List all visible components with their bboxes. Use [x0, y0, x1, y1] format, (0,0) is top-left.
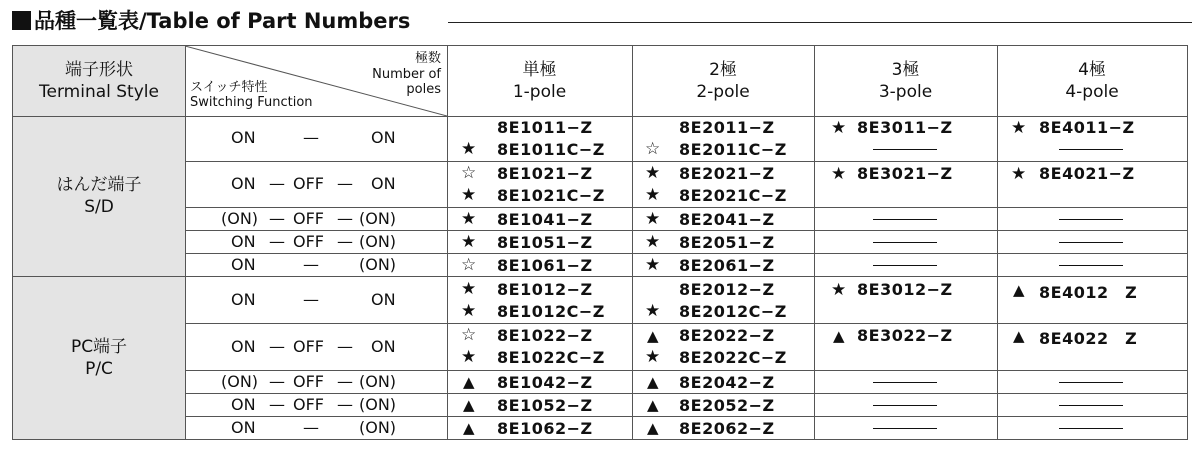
col3-ja: 3極: [891, 60, 920, 80]
part-number: 8E1062−Z: [497, 419, 593, 438]
sw-on: ON: [371, 290, 396, 309]
sw-on: ON: [231, 337, 256, 356]
sw-off: OFF: [293, 209, 324, 228]
hline-sd3: [185, 230, 1187, 231]
dash-line: [873, 405, 937, 406]
sw-dash: —: [269, 209, 285, 228]
part-number: 8E1011C−Z: [497, 140, 605, 159]
star-icon: ★: [461, 232, 477, 252]
part-number: 8E3012−Z: [857, 280, 953, 299]
col-header-2pole: [632, 46, 814, 116]
star-icon: ★: [645, 163, 661, 183]
poles-ja: 極数: [414, 51, 441, 66]
sw-on: ON: [231, 290, 256, 309]
poles-en2: poles: [406, 82, 441, 97]
triangle-icon: ▲: [833, 327, 845, 345]
part-number: 8E1012C−Z: [497, 302, 605, 321]
triangle-icon: ▲: [463, 419, 475, 437]
sw-off: OFF: [293, 395, 324, 414]
star-icon: ★: [645, 255, 661, 275]
star-icon: ★: [645, 209, 661, 229]
dash-line: [873, 428, 937, 429]
part-number: 8E2011−Z: [679, 118, 775, 137]
hline-sd4: [185, 253, 1187, 254]
part-number: 8E3021−Z: [857, 164, 953, 183]
part-number: 8E1021−Z: [497, 164, 593, 183]
triangle-icon: ▲: [647, 327, 659, 345]
sw-off: OFF: [293, 174, 324, 193]
sw-mon: (ON): [359, 232, 397, 251]
vline-2: [447, 46, 448, 439]
open-star-icon: ☆: [461, 255, 477, 275]
vline-5: [997, 46, 998, 439]
group-pc-en: P/C: [85, 358, 113, 379]
part-number: 8E2022−Z: [679, 326, 775, 345]
col-header-4pole: [997, 46, 1187, 116]
sw-off: OFF: [293, 337, 324, 356]
triangle-icon: ▲: [647, 396, 659, 414]
part-number: 8E2012C−Z: [679, 302, 787, 321]
sw-dash: —: [337, 174, 353, 193]
dash-line: [873, 265, 937, 266]
star-icon: ★: [461, 185, 477, 205]
sw-on: ON: [231, 174, 256, 193]
star-icon: ★: [461, 347, 477, 367]
sw-mon: (ON): [221, 372, 259, 391]
part-number: 8E2021C−Z: [679, 186, 787, 205]
dash-line: [1059, 265, 1123, 266]
dash-line: [1059, 382, 1123, 383]
sw-on: ON: [371, 128, 396, 147]
part-numbers-table: [12, 45, 1188, 440]
dash-line: [1059, 149, 1123, 150]
col3-en: 3-pole: [878, 82, 933, 102]
star-icon: ★: [461, 139, 477, 159]
group-pc-ja: PC端子: [70, 336, 128, 357]
sw-on: ON: [231, 395, 256, 414]
sw-mon: (ON): [359, 372, 397, 391]
col1-ja: 単極: [522, 60, 557, 80]
part-number: 8E2012−Z: [679, 280, 775, 299]
group-pc: [13, 276, 185, 439]
sw-dash: —: [303, 290, 319, 309]
sw-dash: —: [303, 255, 319, 274]
sw-dash: —: [337, 395, 353, 414]
star-icon: ★: [461, 279, 477, 299]
star-icon: ★: [831, 118, 847, 138]
sw-dash: —: [303, 128, 319, 147]
dash-line: [1059, 428, 1123, 429]
col4-en: 4-pole: [1065, 82, 1119, 102]
open-star-icon: ☆: [461, 163, 477, 183]
sw-dash: —: [303, 418, 319, 437]
dash-line: [873, 149, 937, 150]
star-icon: ★: [1011, 164, 1027, 184]
triangle-icon: ▲: [463, 373, 475, 391]
terminal-style-en: Terminal Style: [39, 82, 159, 102]
triangle-icon: ▲: [647, 419, 659, 437]
sw-dash: —: [337, 232, 353, 251]
star-icon: ★: [831, 280, 847, 300]
sw-on: ON: [231, 255, 256, 274]
star-icon: ★: [461, 301, 477, 321]
dash-line: [1059, 405, 1123, 406]
triangle-icon: ▲: [1013, 327, 1025, 345]
sw-dash: —: [337, 372, 353, 391]
part-number: 8E3022−Z: [857, 326, 953, 345]
sw-dash: —: [269, 395, 285, 414]
hline-pc3: [185, 393, 1187, 394]
col2-ja: 2極: [709, 60, 737, 80]
sw-on: ON: [231, 232, 256, 251]
sw-dash: —: [269, 337, 285, 356]
hline-header: [13, 116, 1187, 117]
sw-dash: —: [269, 372, 285, 391]
star-icon: ★: [645, 301, 661, 321]
sw-dash: —: [337, 337, 353, 356]
header-square-icon: [12, 11, 31, 30]
sw-dash: —: [269, 174, 285, 193]
part-number: 8E2062−Z: [679, 419, 775, 438]
terminal-style-header: [13, 46, 185, 116]
part-number: 8E2022C−Z: [679, 348, 787, 367]
sw-mon: (ON): [359, 209, 397, 228]
sw-on: ON: [371, 174, 396, 193]
part-number: 8E1022−Z: [497, 326, 593, 345]
hline-pc2: [185, 370, 1187, 371]
dash-line: [873, 242, 937, 243]
open-star-icon: ☆: [461, 325, 477, 345]
vline-4: [814, 46, 815, 439]
part-number: 8E4022 Z: [1039, 329, 1138, 348]
sw-mon: (ON): [221, 209, 259, 228]
star-icon: ★: [831, 164, 847, 184]
switching-poles-header: [185, 46, 447, 116]
dash-line: [1059, 219, 1123, 220]
star-icon: ★: [645, 232, 661, 252]
hline-pc4: [185, 416, 1187, 417]
hline-pc1: [185, 323, 1187, 324]
poles-en1: Number of: [372, 67, 441, 82]
star-icon: ★: [645, 347, 661, 367]
sw-dash: —: [337, 209, 353, 228]
part-number: 8E4012 Z: [1039, 283, 1138, 302]
vline-3: [632, 46, 633, 439]
dash-line: [873, 219, 937, 220]
star-icon: ★: [1011, 118, 1027, 138]
part-number: 8E1011−Z: [497, 118, 593, 137]
col1-en: 1-pole: [512, 82, 567, 102]
part-number: 8E1061−Z: [497, 256, 593, 275]
col2-en: 2-pole: [696, 82, 750, 102]
part-number: 8E2052−Z: [679, 396, 775, 415]
sw-off: OFF: [293, 372, 324, 391]
part-number: 8E2051−Z: [679, 233, 775, 252]
sw-mon: (ON): [359, 418, 397, 437]
star-icon: ★: [645, 185, 661, 205]
part-number: 8E1012−Z: [497, 280, 593, 299]
part-number: 8E1022C−Z: [497, 348, 605, 367]
part-number: 8E1041−Z: [497, 210, 593, 229]
part-number: 8E4021−Z: [1039, 164, 1135, 183]
dash-line: [1059, 242, 1123, 243]
group-solder-ja: はんだ端子: [56, 175, 142, 195]
part-number: 8E1052−Z: [497, 396, 593, 415]
page-title: 品種一覧表/Table of Part Numbers: [34, 9, 411, 33]
triangle-icon: ▲: [463, 396, 475, 414]
part-number: 8E1051−Z: [497, 233, 593, 252]
part-number: 8E2042−Z: [679, 373, 775, 392]
part-number: 8E2021−Z: [679, 164, 775, 183]
switching-en: Switching Function: [190, 95, 313, 110]
part-number: 8E1042−Z: [497, 373, 593, 392]
open-star-icon: ☆: [645, 139, 661, 159]
part-number: 8E3011−Z: [857, 118, 953, 137]
part-number: 8E1021C−Z: [497, 186, 605, 205]
col4-ja: 4極: [1078, 60, 1106, 80]
part-number: 8E2011C−Z: [679, 140, 787, 159]
part-number: 8E2061−Z: [679, 256, 775, 275]
triangle-icon: ▲: [1013, 281, 1025, 299]
section-header: [12, 7, 1192, 39]
col-header-1pole: [447, 46, 632, 116]
hline-sd1: [185, 161, 1187, 162]
hline-sd2: [185, 207, 1187, 208]
sw-on: ON: [371, 337, 396, 356]
terminal-style-ja: 端子形状: [65, 60, 133, 80]
sw-dash: —: [269, 232, 285, 251]
triangle-icon: ▲: [647, 373, 659, 391]
vline-1: [185, 46, 186, 439]
header-rule: [448, 22, 1192, 23]
group-solder-en: S/D: [84, 197, 114, 217]
part-number: 8E2041−Z: [679, 210, 775, 229]
sw-on: ON: [231, 128, 256, 147]
sw-on: ON: [231, 418, 256, 437]
hline-group: [13, 276, 1187, 277]
dash-line: [873, 382, 937, 383]
sw-mon: (ON): [359, 395, 397, 414]
sw-mon: (ON): [359, 255, 397, 274]
sw-off: OFF: [293, 232, 324, 251]
switching-ja: スイッチ特性: [190, 80, 268, 95]
star-icon: ★: [461, 209, 477, 229]
col-header-3pole: [814, 46, 997, 116]
part-number: 8E4011−Z: [1039, 118, 1135, 137]
group-solder: [13, 116, 185, 276]
